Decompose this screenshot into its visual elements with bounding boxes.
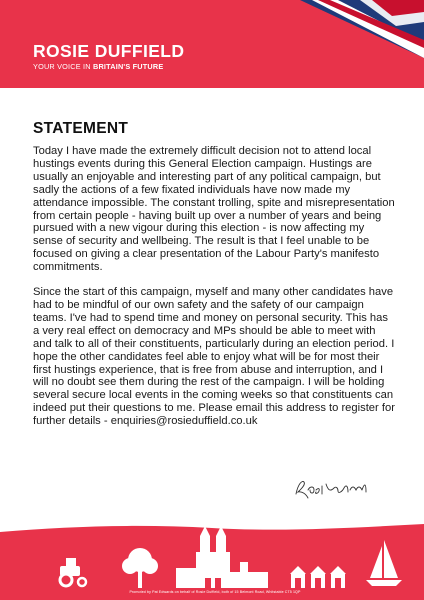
paragraph-1: Today I have made the extremely difficult decision not to attend local hustings events during this General Election campaign. Hustings are usually an enjoyable and interesting part of any political campaign, but sadly the actions of a few fixated individuals have now made my attendance impossible. The constant trolling, spite and misrepresentation from certain people - having built up over a number of years and being pursued with a new vigour during this election - is now affecting my sense of security and wellbeing. The result is that I feel unable to be focused on giving a clear presentation of the Labour Party's manifesto commitments.: [33, 145, 395, 274]
candidate-name: ROSIE DUFFIELD: [33, 41, 185, 61]
paragraph-2: Since the start of this campaign, myself and many other candidates have had to be mindful of our own safety and the safety of our campaign teams. I've had to spend time and money on personal security. This has a very real effect on democracy and MPs should be able to meet with and talk to all of their constituents, particularly during an election period. I hope the other candidates feel able to enjoy what will be for most their first hustings experience, that is free from abuse and interruption, and I will no doubt see them during the rest of the campaign. I will be holding several secure local events in the coming weeks so that constituents can indeed put their questions to me. Please email this address to register for further details - enquiries@rosieduffield.co.uk: [33, 286, 395, 428]
brand-block: [33, 42, 184, 71]
handwritten-signature: [292, 476, 372, 502]
beach-huts-icon: [290, 566, 346, 590]
header-banner: [0, 0, 424, 88]
statement-body: [33, 145, 395, 440]
footer-skyline: [0, 522, 424, 600]
tagline-prefix: YOUR VOICE IN: [33, 62, 93, 71]
tagline-bold: BRITAIN'S FUTURE: [92, 62, 164, 71]
campaign-tagline: [33, 62, 184, 71]
imprint-text: Promoted by Pat Edwards on behalf of Rosie Duffield, both of 15 Belmont Road, Whitstable CT5 1QP: [129, 590, 301, 594]
statement-title: STATEMENT: [33, 120, 129, 137]
